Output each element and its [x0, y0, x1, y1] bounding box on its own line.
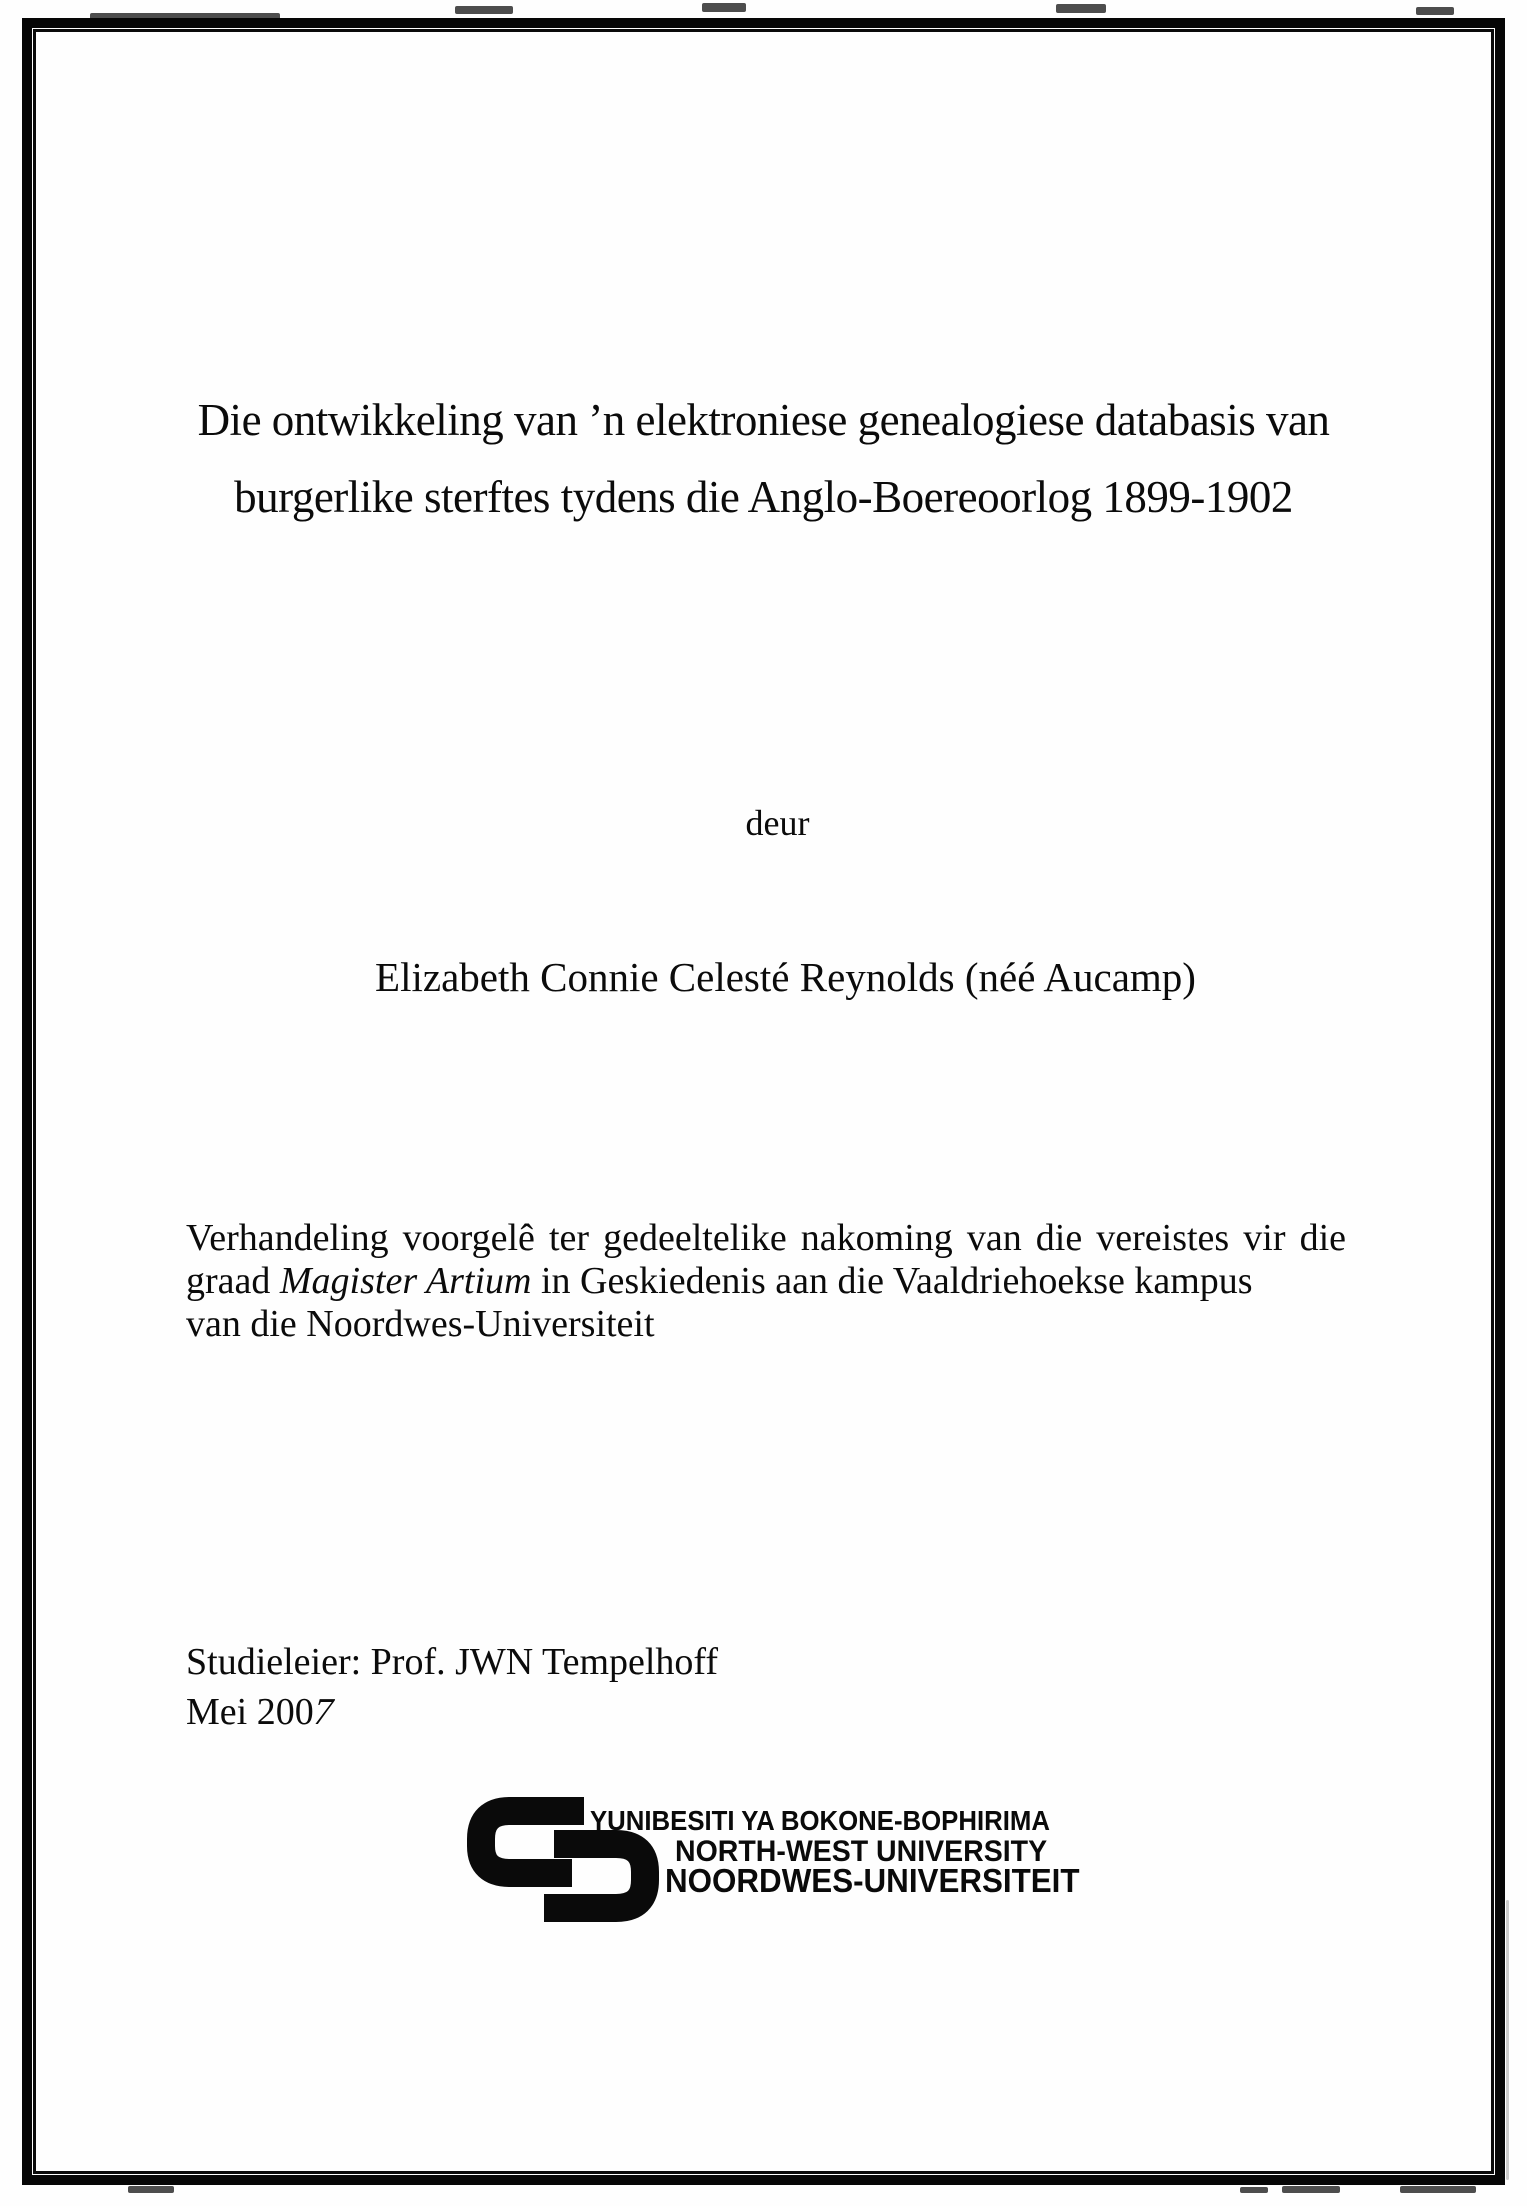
scan-artifact	[1056, 4, 1106, 13]
scan-artifact	[1240, 2187, 1268, 2193]
degree-name-italic: Magister Artium	[279, 1260, 532, 1302]
thesis-statement-line-1: Verhandeling voorgelê ter gedeeltelike nakoming van die vereistes vir die	[186, 1217, 1346, 1259]
date-line-prefix: Mei 200	[186, 1691, 314, 1733]
date-line	[186, 1687, 718, 1737]
scan-artifact	[702, 3, 746, 12]
thesis-title-line-1: Die ontwikkeling van ’n elektroniese genealogiese databasis van	[197, 395, 1330, 445]
byline-label: deur	[745, 803, 810, 843]
thesis-statement-line-2	[186, 1260, 1346, 1303]
supervisor-block	[186, 1637, 718, 1737]
thesis-statement-line-2-suffix: in Geskiedenis aan die Vaaldriehoekse kampus	[540, 1260, 1253, 1302]
scan-artifact	[1416, 7, 1454, 15]
thesis-title-line-2: burgerlike sterftes tydens die Anglo-Boereoorlog 1899-1902	[234, 472, 1293, 522]
thesis-title	[0, 382, 1527, 536]
author-name: Elizabeth Connie Celesté Reynolds (néé Aucamp)	[375, 954, 1196, 1000]
thesis-statement	[186, 1217, 1346, 1346]
logo-text-afrikaans: NOORDWES-UNIVERSITEIT	[665, 1862, 1080, 1899]
logo-text-setswana: YUNIBESITI YA BOKONE-BOPHIRIMA	[590, 1805, 1050, 1836]
scan-artifact	[1282, 2186, 1340, 2193]
thesis-statement-line-2-prefix: graad	[186, 1260, 271, 1302]
supervisor-line: Studieleier: Prof. JWN Tempelhoff	[186, 1641, 719, 1683]
scan-artifact	[128, 2186, 174, 2193]
logo-text-english: NORTH-WEST UNIVERSITY	[675, 1835, 1048, 1868]
thesis-statement-line-3: van die Noordwes-Universiteit	[186, 1303, 655, 1345]
scan-artifact	[1400, 2186, 1476, 2193]
scan-artifact	[455, 6, 513, 14]
date-line-last-digit: 7	[308, 1691, 338, 1733]
scan-artifact	[1506, 1900, 1509, 2180]
